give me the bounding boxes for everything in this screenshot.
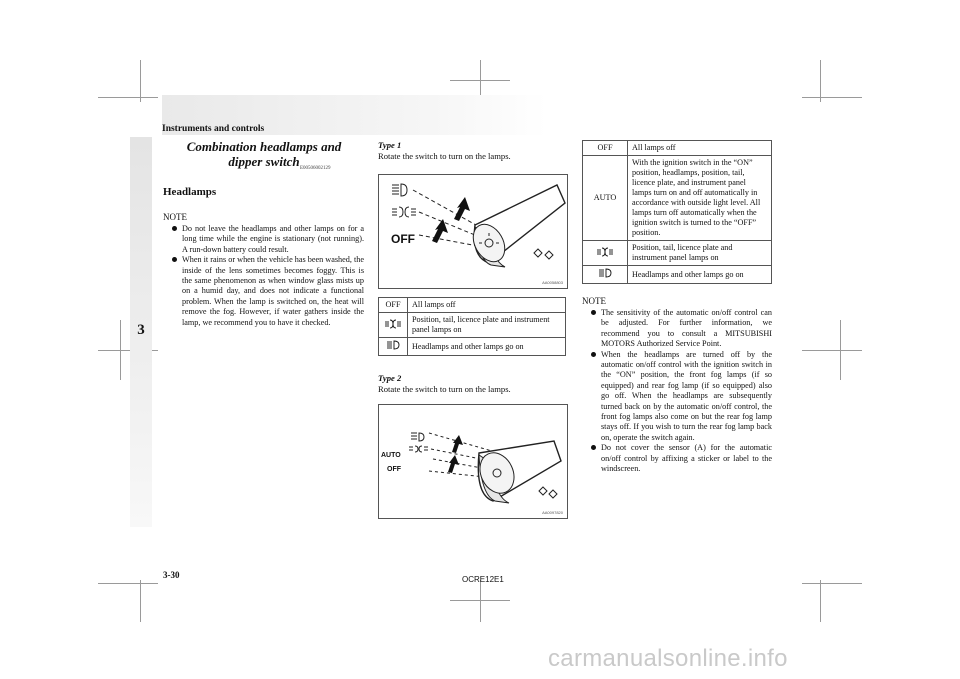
crop-mark bbox=[140, 60, 141, 102]
chapter-number: 3 bbox=[137, 322, 145, 338]
crop-mark bbox=[840, 320, 841, 380]
type-2-label: Type 2 bbox=[378, 373, 402, 383]
note-text: Do not cover the sensor (A) for the automatic on/off control by affixing a sticker or label to the windscreen. bbox=[601, 443, 772, 474]
note-text: Do not leave the headlamps and other lamps on for a long time while the engine is stationary (not running). A run-down battery could result. bbox=[182, 224, 364, 254]
table-row bbox=[583, 241, 772, 266]
crop-mark bbox=[820, 60, 821, 102]
position-lamp-icon bbox=[392, 207, 416, 217]
section-code: E00506002129 bbox=[300, 166, 331, 171]
list-item bbox=[589, 308, 772, 350]
type-2-instruction: Rotate the switch to turn on the lamps. bbox=[378, 384, 511, 394]
headlamp-icon bbox=[596, 268, 614, 278]
crop-mark bbox=[450, 600, 510, 601]
table-cell-desc: Headlamps and other lamps go on bbox=[628, 266, 772, 284]
headlamp-icon bbox=[392, 184, 407, 196]
table-cell-key bbox=[379, 313, 408, 338]
list-item bbox=[170, 224, 364, 255]
list-item bbox=[589, 350, 772, 444]
crop-mark bbox=[820, 580, 821, 622]
note-text: The sensitivity of the automatic on/off control can be adjusted. For further information, we recommend you to consult a MITSUBISHI MOTORS Authorized Service Point. bbox=[601, 308, 772, 349]
bullet-icon bbox=[172, 257, 177, 262]
position-lamp-icon bbox=[596, 247, 614, 257]
table-cell-key bbox=[583, 241, 628, 266]
page-number: 3-30 bbox=[163, 570, 180, 580]
switch-figure-type-2 bbox=[378, 404, 568, 519]
note-list bbox=[589, 308, 772, 475]
off-label: OFF bbox=[391, 232, 415, 246]
page-title-line-1: Combination headlamps and bbox=[186, 139, 342, 154]
position-lamp-icon bbox=[409, 446, 428, 452]
bullet-icon bbox=[591, 310, 596, 315]
switch-illustration bbox=[379, 405, 567, 518]
crop-mark bbox=[480, 580, 481, 622]
list-item bbox=[589, 443, 772, 474]
section-title: Instruments and controls bbox=[162, 124, 265, 134]
lamp-table-type-2 bbox=[582, 140, 772, 284]
table-cell-key bbox=[583, 266, 628, 284]
document-code: OCRE12E1 bbox=[462, 575, 504, 584]
switch-figure-type-1 bbox=[378, 174, 568, 289]
list-item bbox=[170, 255, 364, 328]
headlamp-icon bbox=[411, 433, 424, 441]
note-label: NOTE bbox=[163, 212, 187, 222]
crop-mark bbox=[802, 97, 862, 98]
off-label: OFF bbox=[387, 466, 401, 473]
lamp-table-type-1 bbox=[378, 297, 566, 356]
crop-mark bbox=[450, 80, 510, 81]
crop-mark bbox=[98, 97, 158, 98]
table-row bbox=[379, 298, 566, 313]
auto-label: AUTO bbox=[381, 452, 401, 459]
note-text: When the headlamps are turned off by the automatic on/off control with the ignition switch in the “ON” position, the front fog lamps (if so equipped) and rear fog lamp (if so equipped) also go off. When the headlamps are subsequently turned back on by the automatic on/off control, the front fog lamps also come on but the rear fog lamp stays off. If you wish to turn the rear fog lamp back on, operate the switch again. bbox=[601, 349, 772, 442]
table-row bbox=[583, 266, 772, 284]
table-cell-desc: Headlamps and other lamps go on bbox=[408, 338, 566, 356]
page-title-line-2: dipper switch bbox=[228, 154, 300, 169]
table-cell-desc: All lamps off bbox=[628, 141, 772, 156]
headlamp-icon bbox=[384, 340, 402, 350]
table-cell-desc: With the ignition switch in the “ON” position, headlamps, position, tail, licence plate, and instrument panel lamps turn on and off automatically in accordance with outside light level. All lamps turn off automatically when the ignition switch is turned to the “OFF” position. bbox=[628, 156, 772, 241]
crop-mark bbox=[98, 583, 158, 584]
note-label: NOTE bbox=[582, 296, 606, 306]
table-cell-key: OFF bbox=[583, 141, 628, 156]
table-cell-desc: All lamps off bbox=[408, 298, 566, 313]
bullet-icon bbox=[591, 445, 596, 450]
bullet-icon bbox=[172, 226, 177, 231]
note-list bbox=[170, 224, 364, 328]
watermark: carmanualsonline.info bbox=[548, 645, 788, 672]
type-1-label: Type 1 bbox=[378, 140, 402, 150]
table-cell-key: AUTO bbox=[583, 156, 628, 241]
figure-code: AA0058803 bbox=[542, 280, 563, 285]
table-cell-desc: Position, tail, licence plate and instrument panel lamps on bbox=[408, 313, 566, 338]
switch-illustration bbox=[379, 175, 567, 288]
crop-mark bbox=[120, 320, 121, 380]
subheading-headlamps: Headlamps bbox=[163, 186, 217, 198]
note-text: When it rains or when the vehicle has been washed, the inside of the lens sometimes becomes foggy. This is the same phenomenon as when window glass mists up on a humid day, and does not indicate a functional problem. When the lamp is switched on, the heat will remove the fog. However, if water gathers inside the lamp, we recommend you to have it checked. bbox=[182, 255, 364, 327]
table-cell-desc: Position, tail, licence plate and instrument panel lamps on bbox=[628, 241, 772, 266]
table-cell-key bbox=[379, 338, 408, 356]
type-1-instruction: Rotate the switch to turn on the lamps. bbox=[378, 151, 511, 161]
table-row bbox=[583, 141, 772, 156]
bullet-icon bbox=[591, 352, 596, 357]
figure-code: AA0097820 bbox=[542, 510, 563, 515]
table-row bbox=[379, 313, 566, 338]
crop-mark bbox=[802, 583, 862, 584]
crop-mark bbox=[802, 350, 862, 351]
position-lamp-icon bbox=[384, 319, 402, 329]
crop-mark bbox=[140, 580, 141, 622]
table-row bbox=[583, 156, 772, 241]
table-cell-key: OFF bbox=[379, 298, 408, 313]
table-row bbox=[379, 338, 566, 356]
